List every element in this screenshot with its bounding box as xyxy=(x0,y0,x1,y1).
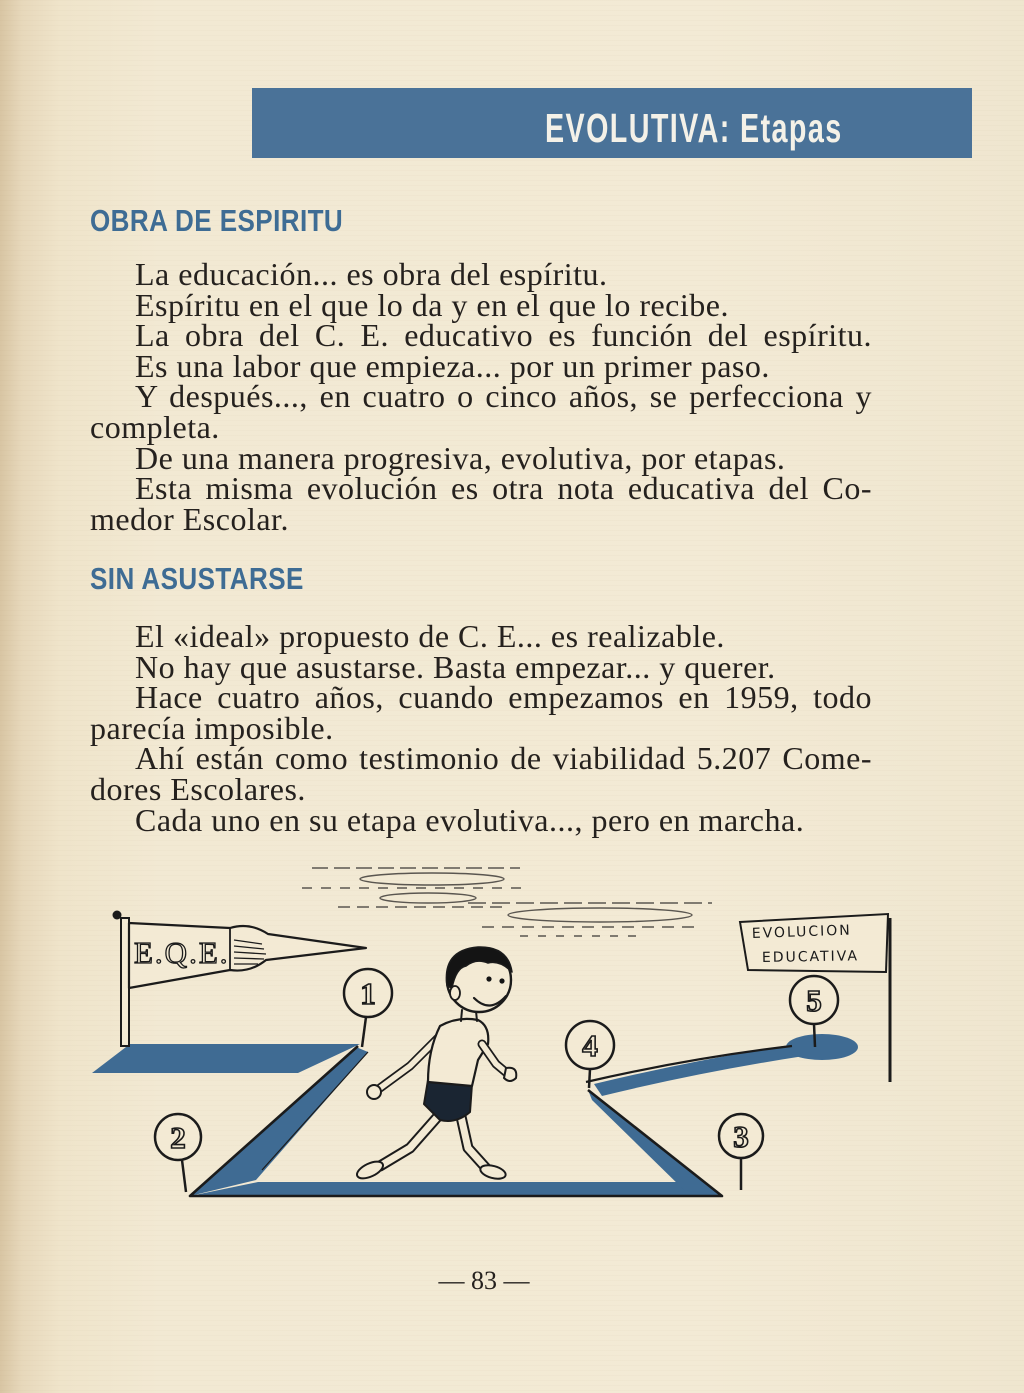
milestone-post xyxy=(182,1160,186,1192)
text-line: Esta misma evolución es otra nota educativa del Co- xyxy=(135,470,872,507)
boy-ear xyxy=(450,986,460,1000)
text-line: Es una labor que empieza... por un primer paso. xyxy=(135,347,770,384)
paragraph xyxy=(90,679,872,746)
text-line: Hace cuatro años, cuando empezamos en 1959, todo xyxy=(135,679,872,716)
flag-pole xyxy=(121,918,129,1046)
milestone-post xyxy=(589,1069,590,1088)
boy-left-shoe xyxy=(355,1158,386,1182)
boy-left-hand xyxy=(367,1085,381,1099)
milestone-post xyxy=(814,1024,815,1047)
section-heading-sin-asustarse: SIN ASUSTARSE xyxy=(90,561,304,596)
text-line: Y después..., en cuatro o cinco años, se perfecciona y xyxy=(135,378,872,415)
milestone-number: 1 xyxy=(360,976,376,1011)
text-line: Cada uno en su etapa evolutiva..., pero en marcha. xyxy=(135,801,805,838)
text-line: dores Escolares. xyxy=(90,770,306,807)
paragraph xyxy=(90,618,872,654)
text-line: De una manera progresiva, evolutiva, por etapas. xyxy=(135,439,786,476)
paragraph xyxy=(90,347,872,384)
text-line: La educación... es obra del espíritu. xyxy=(135,256,608,292)
paragraph xyxy=(90,378,872,445)
chapter-title: EVOLUTIVA: Etapas xyxy=(545,105,843,151)
text-line: completa. xyxy=(90,408,220,445)
eqe-flag xyxy=(92,911,366,1074)
milestone-1 xyxy=(344,969,392,1047)
boy-eye xyxy=(486,976,491,981)
text-line: Ahí están como testimonio de viabilidad 5.207 Come- xyxy=(135,740,872,777)
paragraph xyxy=(90,317,872,354)
milestone-post xyxy=(362,1017,366,1047)
paragraph xyxy=(90,740,872,807)
text-line: medor Escolar. xyxy=(90,500,289,537)
section-body-obra-de-espiritu xyxy=(90,256,872,537)
sign-text-line-1: EVOLUCION xyxy=(751,922,853,942)
page-number: — 83 — xyxy=(438,1266,530,1295)
paragraph xyxy=(90,286,872,323)
milestone-number: 2 xyxy=(170,1120,186,1155)
boy-right-shoe xyxy=(479,1163,507,1181)
boy-shirt xyxy=(428,1019,488,1086)
path-shadow-upper xyxy=(594,1044,804,1096)
path-shadow-bottom xyxy=(190,1182,722,1196)
paragraph xyxy=(90,256,872,292)
paragraph xyxy=(90,648,872,685)
paragraph xyxy=(90,439,872,476)
flag-pole-knob xyxy=(113,911,122,920)
milestone-number: 3 xyxy=(733,1119,749,1154)
milestone-3 xyxy=(719,1114,763,1190)
text-line: parecía imposible. xyxy=(90,709,334,746)
text-line: No hay que asustarse. Basta empezar... y querer. xyxy=(135,648,776,685)
boy-right-hand xyxy=(504,1068,516,1081)
section-body-sin-asustarse xyxy=(90,618,872,838)
sign-text-line-2: EDUCATIVA xyxy=(761,948,860,966)
text-line: Espíritu en el que lo da y en el que lo recibe. xyxy=(135,286,729,323)
milestone-number: 5 xyxy=(806,983,822,1018)
walking-boy-illustration xyxy=(0,850,1024,1210)
boy-eye xyxy=(499,978,504,983)
cloud xyxy=(380,893,476,903)
chapter-banner xyxy=(252,88,972,158)
text-line: La obra del C. E. educativo es función del espíritu. xyxy=(135,317,872,354)
flag-shadow xyxy=(92,1044,360,1073)
cloud xyxy=(508,908,692,922)
milestone-5-shadow xyxy=(786,1034,858,1060)
paragraph xyxy=(90,801,872,838)
section-heading-obra-de-espiritu: OBRA DE ESPIRITU xyxy=(90,203,344,238)
milestone-number: 4 xyxy=(582,1028,598,1063)
milestone-2 xyxy=(155,1114,201,1192)
paragraph xyxy=(90,470,872,537)
flag-text: E.Q.E. xyxy=(134,935,230,970)
cloud xyxy=(360,873,504,885)
text-line: El «ideal» propuesto de C. E... es realizable. xyxy=(135,618,725,654)
clouds xyxy=(302,868,712,936)
